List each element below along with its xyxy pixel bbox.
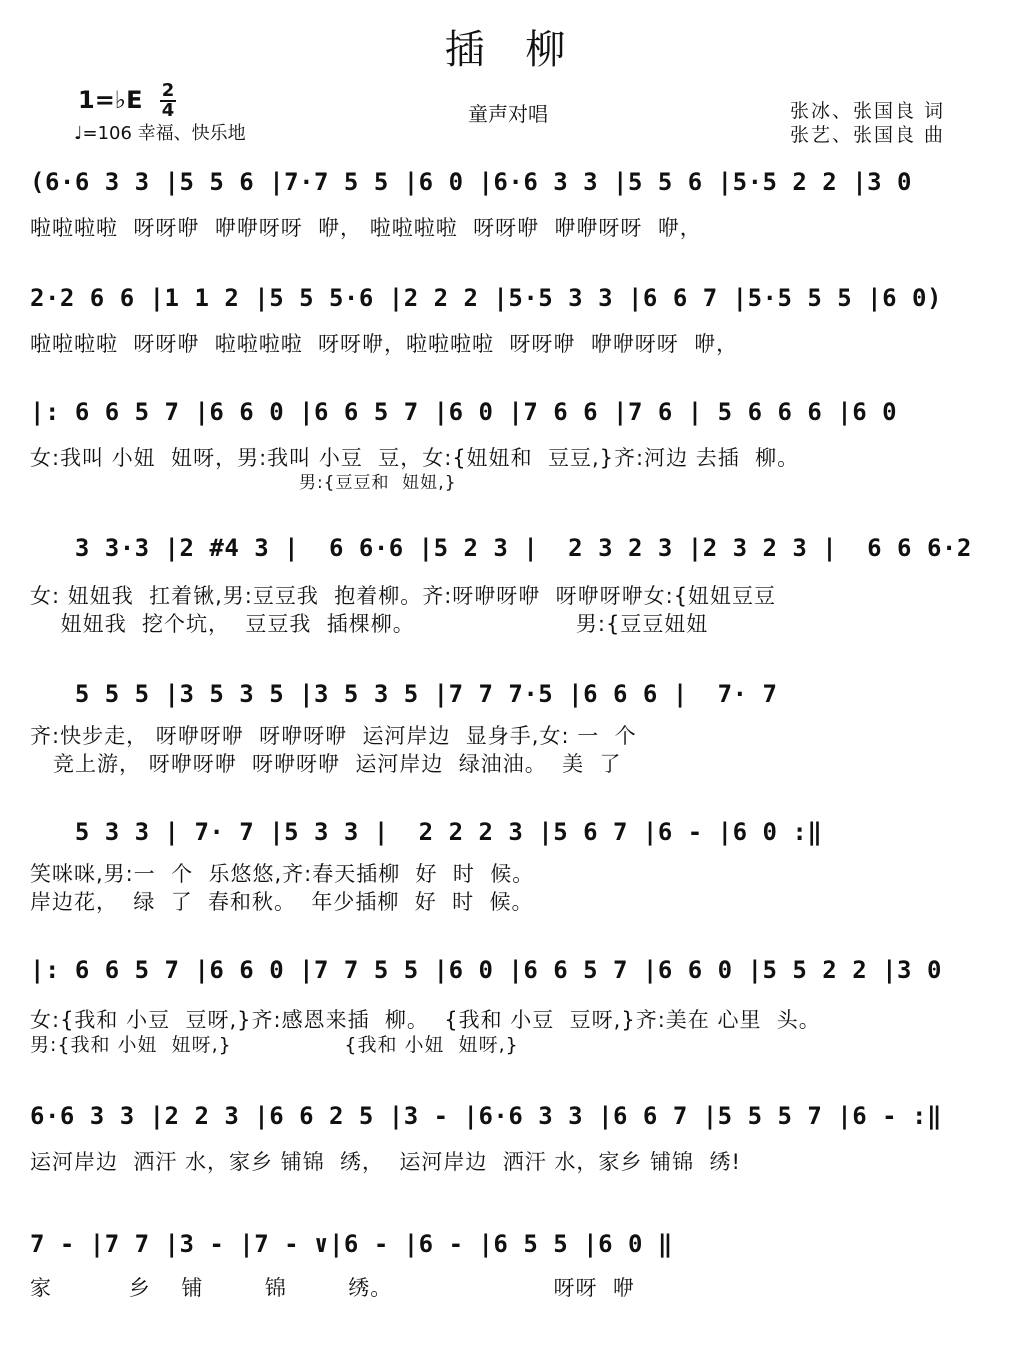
tempo-marking: ♩=106 幸福、快乐地 xyxy=(74,123,246,144)
lyric-line: 男:{豆豆和 妞妞,} xyxy=(30,473,457,493)
lyric-line: 齐:快步走， 呀咿呀咿 呀咿呀咿 运河岸边 显身手,女: 一 个 xyxy=(30,724,637,748)
lyric-line: 妞妞我 挖个坑， 豆豆我 插棵柳。 男:{豆豆妞妞 xyxy=(30,612,709,636)
staff-row-5 xyxy=(0,680,1024,780)
notation-line: |: 6 6 5 7 |6 6 0 |6 6 5 7 |6 0 |7 6 6 |7 6 | 5 6 6 6 |6 0 xyxy=(30,398,898,426)
staff-row-2 xyxy=(0,284,1024,384)
lyric-line: 啦啦啦啦 呀呀咿 啦啦啦啦 呀呀咿，啦啦啦啦 呀呀咿 咿咿呀呀 咿， xyxy=(30,332,739,356)
notation-line: 5 3 3 | 7· 7 |5 3 3 | 2 2 2 3 |5 6 7 |6 - |6 0 :‖ xyxy=(30,818,823,846)
staff-row-3 xyxy=(0,398,1024,498)
notation-line: 3 3·3 |2 #4 3 | 6 6·6 |5 2 3 | 2 3 2 3 |2 3 2 3 | 6 6 6·2 xyxy=(30,534,972,562)
staff-row-6 xyxy=(0,818,1024,918)
lyric-line: 笑咪咪,男:一 个 乐悠悠,齐:春天插柳 好 时 候。 xyxy=(30,862,535,886)
time-signature xyxy=(158,82,178,120)
notation-line: (6·6 3 3 |5 5 6 |7·7 5 5 |6 0 |6·6 3 3 |5 5 6 |5·5 2 2 |3 0 xyxy=(30,168,913,196)
staff-row-1 xyxy=(0,168,1024,268)
lyric-line: 男:{我和 小妞 妞呀,} {我和 小妞 妞呀,} xyxy=(30,1034,519,1056)
time-numerator: 2 xyxy=(161,80,175,101)
lyric-line: 女:我叫 小妞 妞呀，男:我叫 小豆 豆，女:{妞妞和 豆豆,}齐:河边 去插 柳。 xyxy=(30,446,800,470)
notation-line: 7 - |7 7 |3 - |7 - ∨|6 - |6 - |6 5 5 |6 0 ‖ xyxy=(30,1230,673,1258)
lyric-line: 运河岸边 洒汗 水，家乡 铺锦 绣， 运河岸边 洒汗 水，家乡 铺锦 绣! xyxy=(30,1150,741,1174)
key-signature: 1=♭E xyxy=(78,86,143,114)
performance-style: 童声对唱 xyxy=(468,102,548,126)
notation-line: |: 6 6 5 7 |6 6 0 |7 7 5 5 |6 0 |6 6 5 7 |6 6 0 |5 5 2 2 |3 0 xyxy=(30,956,942,984)
lyric-line: 岸边花， 绿 了 春和秋。 年少插柳 好 时 候。 xyxy=(30,890,534,914)
lyricist-credit: 张冰、张国良 词 xyxy=(790,100,946,122)
staff-row-9 xyxy=(0,1230,1024,1330)
lyric-line: 啦啦啦啦 呀呀咿 咿咿呀呀 咿， 啦啦啦啦 呀呀咿 咿咿呀呀 咿， xyxy=(30,216,702,240)
composer-credit: 张艺、张国良 曲 xyxy=(790,124,946,146)
song-title: 插 柳 xyxy=(444,27,580,73)
staff-row-4 xyxy=(0,534,1024,634)
staff-row-8 xyxy=(0,1102,1024,1202)
staff-row-7 xyxy=(0,956,1024,1056)
time-denominator: 4 xyxy=(161,100,175,121)
lyric-line: 家 乡 铺 锦 绣。 呀呀 咿 xyxy=(30,1276,635,1300)
lyric-line: 女:{我和 小豆 豆呀,}齐:感恩来插 柳。 {我和 小豆 豆呀,}齐:美在 心里 头。 xyxy=(30,1008,821,1032)
notation-line: 6·6 3 3 |2 2 3 |6 6 2 5 |3 - |6·6 3 3 |6 6 7 |5 5 5 7 |6 - :‖ xyxy=(30,1102,942,1130)
lyric-line: 竞上游， 呀咿呀咿 呀咿呀咿 运河岸边 绿油油。 美 了 xyxy=(30,752,622,776)
notation-line: 5 5 5 |3 5 3 5 |3 5 3 5 |7 7 7·5 |6 6 6 | 7· 7 xyxy=(30,680,778,708)
lyric-line: 女: 妞妞我 扛着锹,男:豆豆我 抱着柳。齐:呀咿呀咿 呀咿呀咿女:{妞妞豆豆 xyxy=(30,584,777,608)
notation-line: 2·2 6 6 |1 1 2 |5 5 5·6 |2 2 2 |5·5 3 3 |6 6 7 |5·5 5 5 |6 0) xyxy=(30,284,942,312)
